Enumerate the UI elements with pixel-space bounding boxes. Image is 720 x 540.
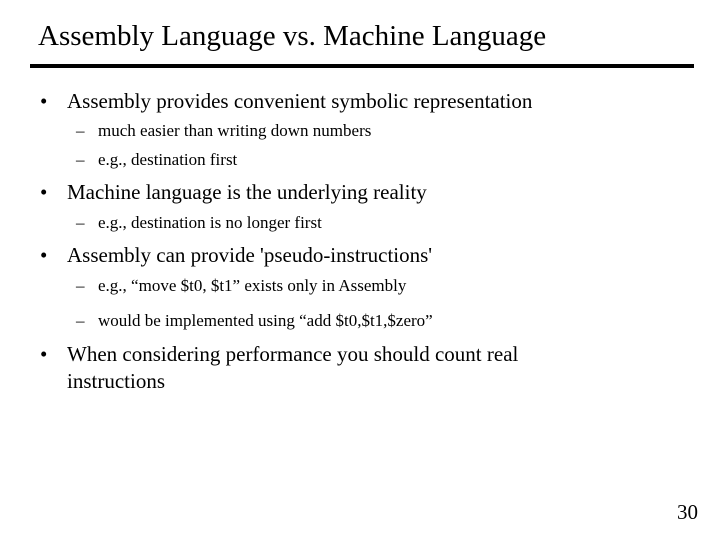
bullet-text: Assembly can provide 'pseudo-instructions' bbox=[67, 243, 433, 267]
bullet-text: much easier than writing down numbers bbox=[98, 121, 372, 140]
bullet-text: e.g., “move $t0, $t1” exists only in Assembly bbox=[98, 276, 407, 295]
bullet: • Machine language is the underlying reality bbox=[40, 180, 427, 204]
bullet: • When considering performance you should count real bbox=[40, 342, 519, 366]
bullet-continuation: instructions bbox=[67, 369, 165, 393]
title-divider bbox=[30, 64, 694, 68]
sub-bullet: – would be implemented using “add $t0,$t1,$zero” bbox=[76, 311, 433, 330]
bullet-text: Assembly provides convenient symbolic representation bbox=[67, 89, 533, 113]
sub-bullet: – e.g., destination is no longer first bbox=[76, 213, 322, 232]
bullet-text: Machine language is the underlying reality bbox=[67, 180, 427, 204]
sub-bullet: – e.g., destination first bbox=[76, 150, 238, 169]
bullet-text: e.g., destination is no longer first bbox=[98, 213, 322, 232]
bullet-text: e.g., destination first bbox=[98, 150, 238, 169]
bullet: • Assembly can provide 'pseudo-instructions' bbox=[40, 243, 433, 267]
sub-bullet: – much easier than writing down numbers bbox=[76, 121, 372, 140]
page-number: 30 bbox=[677, 500, 698, 524]
sub-bullet: – e.g., “move $t0, $t1” exists only in Assembly bbox=[76, 276, 407, 295]
bullet-text: When considering performance you should count real bbox=[67, 342, 519, 366]
slide-title: Assembly Language vs. Machine Language bbox=[38, 20, 547, 52]
bullet-text: would be implemented using “add $t0,$t1,$zero” bbox=[98, 311, 433, 330]
bullet: • Assembly provides convenient symbolic representation bbox=[40, 89, 533, 113]
